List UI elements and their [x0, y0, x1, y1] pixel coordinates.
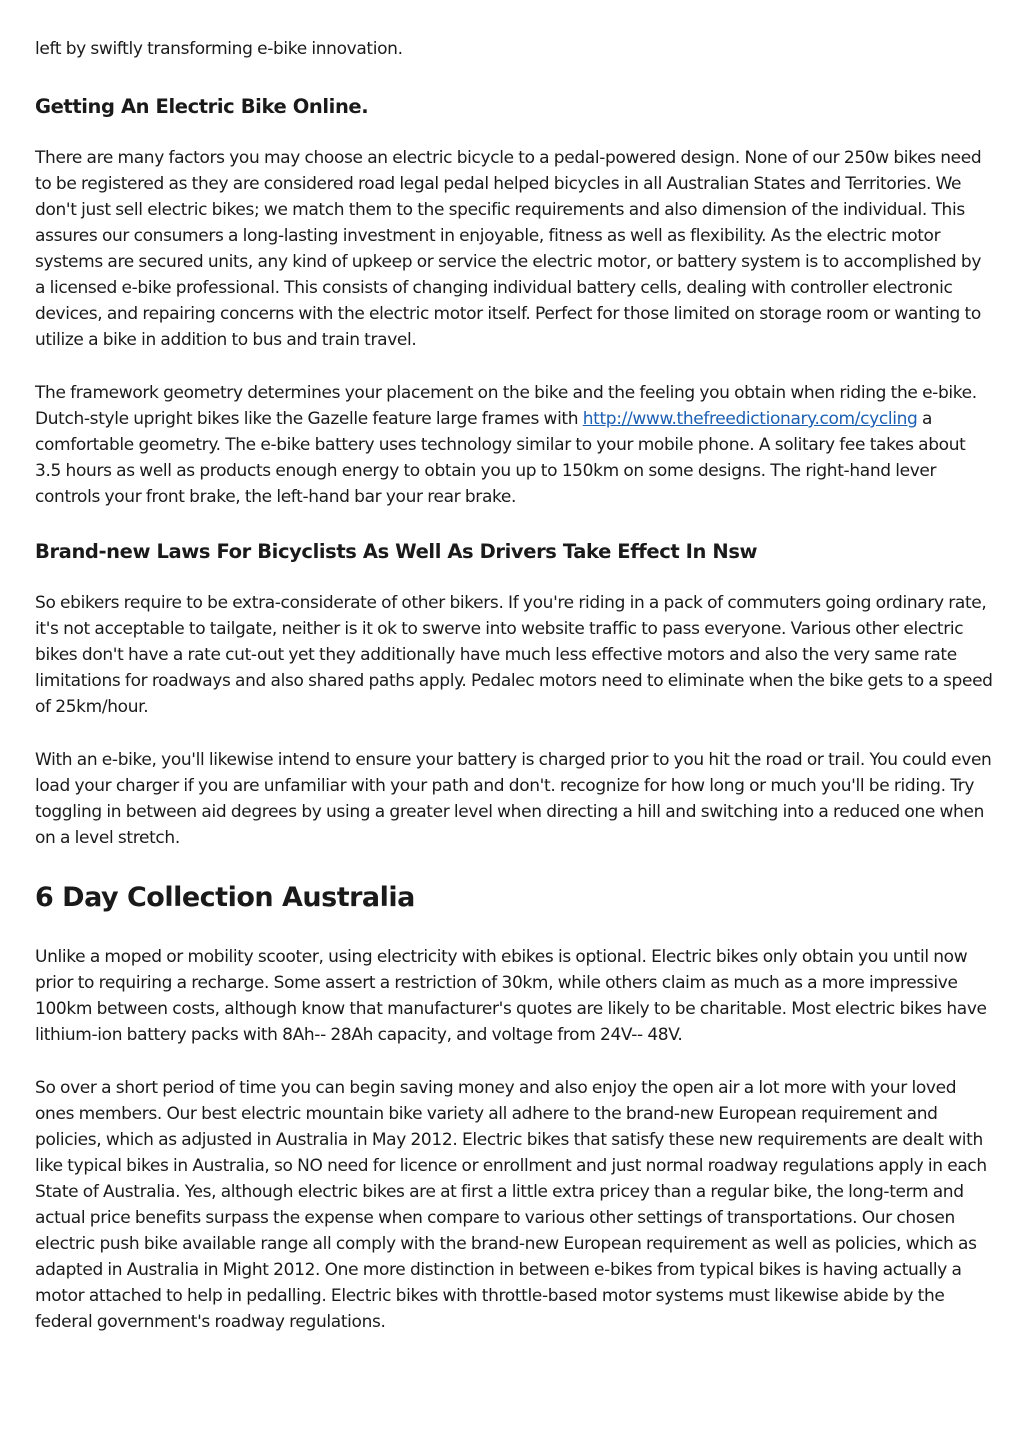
section-heading-6-day-collection: 6 Day Collection Australia	[35, 882, 415, 913]
section-heading-getting-electric-bike: Getting An Electric Bike Online.	[35, 95, 369, 118]
paragraph-ebikers-considerate: So ebikers require to be extra-considerate of other bikers. If you're riding in a pack of commuters going ordinary rate, it's not acceptable to tailgate, neither is it ok to swerve into website traffic to pass everyone. Various other electric bikes don't have a rate cut-out yet they additionally have much less effective motors and also the very same rate limitations for roadways and also shared paths apply. Pedalec motors need to eliminate when the bike gets to a speed of 25km/hour.	[35, 593, 993, 717]
paragraph-battery-charged: With an e-bike, you'll likewise intend to ensure your battery is charged prior to you hit the road or trail. You could even load your charger if you are unfamiliar with your path and don't. recognize for how long or much you'll be riding. Try toggling in between aid degrees by using a greater level when directing a hill and switching into a reduced one when on a level stretch.	[35, 750, 992, 848]
paragraph-factors: There are many factors you may choose an electric bicycle to a pedal-powered design. None of our 250w bikes need to be registered as they are considered road legal pedal helped bicycles in all Australian States and Territories. We don't just sell electric bikes; we match them to the specific requirements and also dimension of the individual. This assures our consumers a long-lasting investment in enjoyable, fitness as well as flexibility. As the electric motor systems are secured units, any kind of upkeep or service the electric motor, or battery system is to accomplished by a licensed e-bike professional. This consists of changing individual battery cells, dealing with controller electronic devices, and repairing concerns with the electric motor itself. Perfect for those limited on storage room or wanting to utilize a bike in addition to bus and train travel.	[35, 148, 982, 350]
paragraph-frame-geometry	[35, 380, 995, 510]
freedictionary-cycling-link[interactable]: http://www.thefreedictionary.com/cycling	[582, 409, 918, 429]
intro-paragraph: left by swiftly transforming e-bike innovation.	[35, 39, 403, 59]
paragraph-frame-geometry-text-before: The framework geometry determines your placement on the bike and the feeling you obtain when riding the e-bike. Dutch-style upright bikes like the Gazelle feature large frames with	[35, 383, 977, 429]
paragraph-frame-geometry-text-after: a comfortable geometry. The e-bike battery uses technology similar to your mobile phone. A solitary fee takes about 3.5 hours as well as products enough energy to obtain you up to 150km on some designs. The right-hand lever controls your front brake, the left-hand bar your rear brake.	[35, 409, 966, 507]
document-page	[35, 36, 995, 1362]
section-heading-new-laws-nsw: Brand-new Laws For Bicyclists As Well As Drivers Take Effect In Nsw	[35, 540, 758, 563]
paragraph-saving-money: So over a short period of time you can begin saving money and also enjoy the open air a lot more with your loved ones members. Our best electric mountain bike variety all adhere to the brand-new European requirement and policies, which as adjusted in Australia in May 2012. Electric bikes that satisfy these new requirements are dealt with like typical bikes in Australia, so NO need for licence or enrollment and just normal roadway regulations apply in each State of Australia. Yes, although electric bikes are at first a little extra pricey than a regular bike, the long-term and actual price benefits surpass the expense when compare to various other settings of transportations. Our chosen electric push bike available range all comply with the brand-new European requirement as well as policies, which as adapted in Australia in Might 2012. One more distinction in between e-bikes from typical bikes is having actually a motor attached to help in pedalling. Electric bikes with throttle-based motor systems must likewise abide by the federal government's roadway regulations.	[35, 1078, 987, 1332]
paragraph-moped-comparison: Unlike a moped or mobility scooter, using electricity with ebikes is optional. Electric bikes only obtain you until now prior to requiring a recharge. Some assert a restriction of 30km, while others claim as much as a more impressive 100km between costs, although know that manufacturer's quotes are likely to be charitable. Most electric bikes have lithium-ion battery packs with 8Ah-- 28Ah capacity, and voltage from 24V-- 48V.	[35, 947, 987, 1045]
